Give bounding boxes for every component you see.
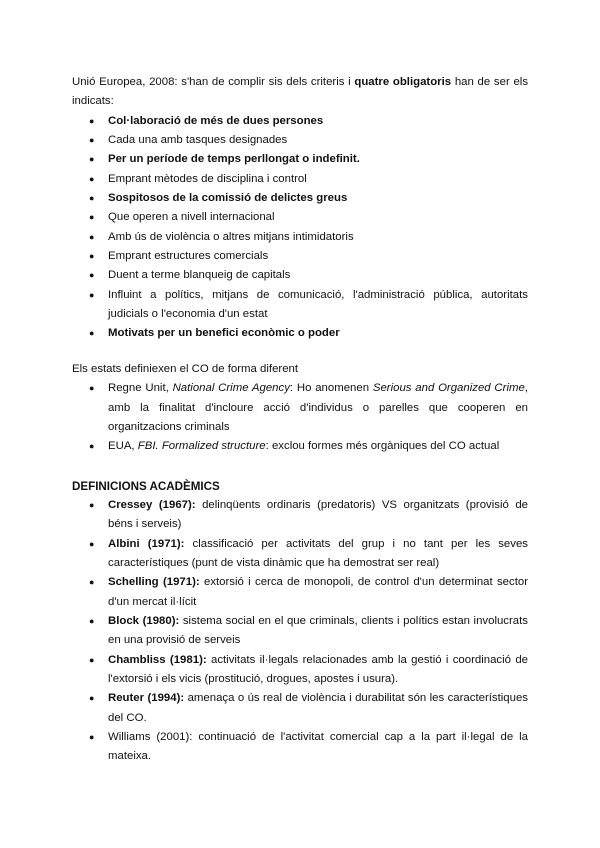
list-item [72,112,528,131]
bullet-icon: ● [89,115,95,126]
bullet-icon: ● [89,441,95,452]
italic-text: Serious and Organized Crime [372,382,525,395]
list-item [72,437,528,456]
bullet-icon: ● [89,212,95,223]
text-run: han de ser els indicats: [72,76,529,108]
text-run: Williams (2001): continuació de l'activitat comercial cap a la part il·legal de la mateixa. [108,731,528,763]
bullet-icon: ● [89,499,95,510]
bullet-icon: ● [89,615,95,626]
text-run: amenaça o ús real de violència i durabilitat són les característiques del CO. [108,692,528,724]
bullet-icon: ● [89,154,95,165]
bold-text: Block (1980): [108,614,180,627]
text-run: : Ho anomenen [289,382,373,395]
bold-text: Sospitosos de la comissió de delictes greus [108,192,348,205]
text-run: Amb ús de violència o altres mitjans intimidatoris [108,230,354,243]
list-item [72,189,528,208]
bullet-icon: ● [89,383,95,394]
bullet-icon: ● [89,654,95,665]
list-item [72,573,528,612]
bullet-icon: ● [89,251,95,262]
bullet-icon: ● [89,270,95,281]
list-item [72,286,528,325]
text-run: activitats il·legals relacionades amb la gestió i coordinació de l'extorsió i els vicis (prostitució, drogues, apostes i usura). [108,653,528,685]
text-run: classificació per activitats del grup i no tant per les seves característiques (punt de vista dinàmic que ha demostrat ser real) [108,537,528,569]
bullet-icon: ● [89,328,95,339]
text-run: EUA, [108,440,138,453]
list-item [72,228,528,247]
text-run: Unió Europea, 2008: s'han de complir sis dels criteris i [72,76,355,88]
text-run: Emprant estructures comercials [108,250,269,263]
bullet-icon: ● [89,289,95,300]
list-item [72,689,528,728]
bold-text: Cressey (1967): [108,498,196,511]
text-run: Els estats definiexen el CO de forma diferent [72,362,299,375]
bullet-icon: ● [89,577,95,588]
list-item [72,651,528,690]
list-item [72,728,528,767]
states-intro [72,360,528,379]
intro-paragraph [72,73,528,112]
text-run: Emprant mètodes de disciplina i control [108,172,307,185]
text-run: delinqüents ordinaris (predatoris) VS organitzats (provisió de béns i serveis) [108,498,529,531]
bullet-icon: ● [89,135,95,146]
text-run: Influint a polítics, mitjans de comunicació, l'administració pública, autoritats judicials o l'economia d'un estat [108,288,528,321]
text-run: Cada una amb tasques designades [108,134,288,147]
bold-text: Schelling (1971): [108,576,200,589]
bold-text: Albini (1971): [108,537,185,550]
list-item [72,131,528,150]
bullet-icon: ● [89,173,95,184]
bold-text: Reuter (1994): [108,692,185,705]
section-heading: DEFINICIONS ACADÈMICS [72,479,220,493]
text-run: Duent a terme blanqueig de capitals [108,269,291,282]
bold-text: Chambliss (1981): [108,653,207,666]
list-item [72,324,528,343]
text-run: sistema social en el que criminals, clients i polítics estan involucrats en una provisió de serveis [108,614,528,647]
text-run: extorsió i cerca de monopoli, de control d'un determinat sector d'un mercat il·lícit [108,576,528,608]
list-item [72,247,528,266]
list-item [72,496,528,535]
bold-text: Motivats per un benefici econòmic o poder [108,327,340,340]
list-item [72,379,528,437]
bold-text: quatre obligatoris [354,76,452,88]
list-item [72,535,528,574]
text-run: Regne Unit, [108,382,173,395]
italic-text: FBI. Formalized structure [137,440,266,453]
text-run: : exclou formes més orgàniques del CO actual [265,440,500,453]
bullet-icon: ● [89,693,95,704]
list-item [72,612,528,651]
list-item [72,150,528,169]
bold-text: Per un període de temps perllongat o indefinit. [108,153,360,166]
italic-text: National Crime Agency [172,382,290,395]
list-item [72,208,528,227]
bullet-icon: ● [89,538,95,549]
bold-text: Col·laboració de més de dues persones [108,114,324,127]
list-item [72,266,528,285]
text-run: Que operen a nivell internacional [108,211,275,224]
definitions-list [72,496,528,767]
text-run: , amb la finalitat d'incloure acció d'individus o parelles que cooperen en organitzacions criminals [108,382,528,433]
states-list [72,379,528,456]
criteria-list [72,112,528,344]
bullet-icon: ● [89,193,95,204]
bullet-icon: ● [89,231,95,242]
bullet-icon: ● [89,732,95,742]
list-item [72,170,528,189]
